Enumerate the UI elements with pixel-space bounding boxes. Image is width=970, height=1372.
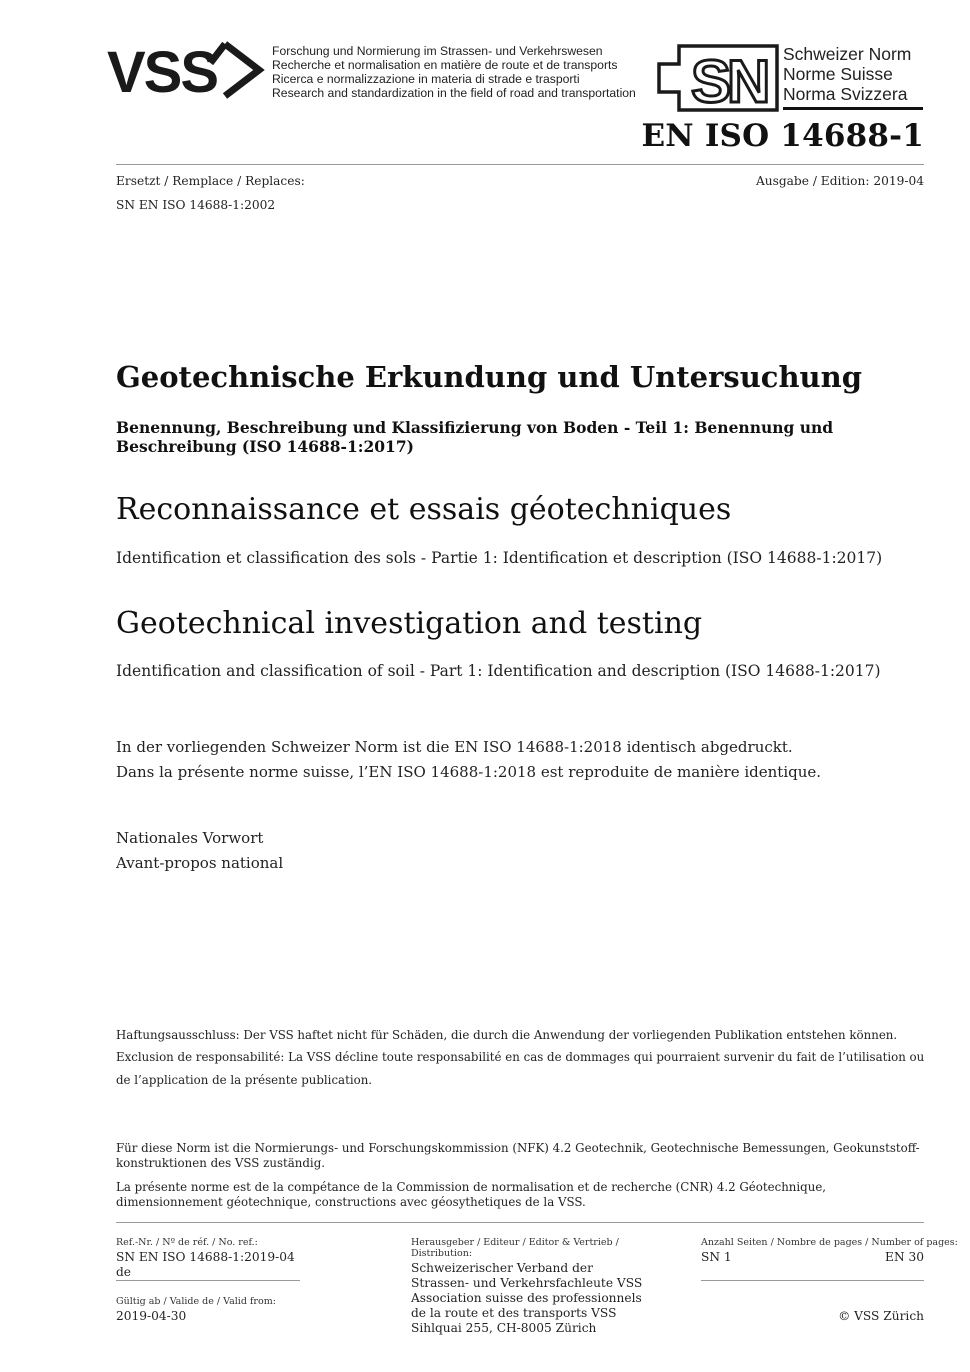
footer-ref-block [116,1237,300,1280]
subtitle-german: Benennung, Beschreibung und Klassifizierung von Boden - Teil 1: Benennung und Beschreibung (ISO 14688-1:2017) [116,418,834,456]
vss-chevron-icon [225,44,259,96]
national-foreword-french[interactable]: Avant-propos national [116,854,284,872]
sn-logo [657,44,781,112]
publisher-address: Sihlquai 255, CH-8005 Zürich [411,1321,597,1335]
valid-label: Gültig ab / Valide de / Valid from: [116,1296,276,1307]
committee-german: Für diese Norm ist die Normierungs- und Forschungskommission (NFK) 4.2 Geotechnik, Geotechnische Bemessungen, Geokunststoff-konstruktionen des VSS zuständig. [116,1141,920,1170]
sn-name-fr: Norme Suisse [783,64,893,84]
vss-logo-text: VSS [107,40,218,100]
vss-tagline-de: Forschung und Normierung im Strassen- und Verkehrswesen [272,44,603,58]
publisher-line: Strassen- und Verkehrsfachleute VSS [411,1276,643,1290]
sn-underline [783,107,923,110]
footer-publisher-block [411,1237,671,1336]
title-french: Reconnaissance et essais géotechniques [116,492,732,527]
pages-en: EN 30 [885,1250,924,1264]
pages-values [701,1250,924,1265]
footer-ref-divider [116,1280,300,1281]
footer-pages-divider [701,1280,924,1281]
vss-tagline-en: Research and standardization in the field of road and transportation [272,86,636,100]
committee-french: La présente norme est de la compétance de la Commission de normalisation et de recherche (CNR) 4.2 Géotechnique, dimensionnement géotechnique, constructions avec géosythetiques de la VSS. [116,1180,827,1209]
subtitle-english: Identification and classification of soil - Part 1: Identification and description (ISO 14688-1:2017) [116,662,881,680]
sn-name-de: Schweizer Norm [783,44,912,64]
footer-pages-block [701,1237,958,1265]
publisher-label: Herausgeber / Editeur / Editor & Vertrieb / Distribution: [411,1237,619,1259]
sn-names [783,44,911,104]
vss-logo [107,40,267,100]
vss-tagline-fr: Recherche et normalisation en matière de route et de transports [272,58,618,72]
subtitle-french: Identification et classification des sols - Partie 1: Identification et description (ISO 14688-1:2017) [116,549,883,567]
footer-valid-block [116,1296,300,1324]
disclaimer-french-line1: Exclusion de responsabilité: La VSS décline toute responsabilité en cas de dommages qui pourraient survenir du fait de l’utilisation ou [116,1050,925,1064]
ref-label: Ref.-Nr. / Nº de réf. / No. ref.: [116,1237,258,1248]
disclaimer-german: Haftungsausschluss: Der VSS haftet nicht für Schäden, die durch die Anwendung der vorliegenden Publikation entstehen können. [116,1028,898,1042]
vss-tagline-it: Ricerca e normalizzazione in materia di strade e trasporti [272,72,580,86]
sn-name-it: Norma Svizzera [783,84,908,104]
title-german: Geotechnische Erkundung und Untersuchung [116,360,862,394]
publisher-line: de la route et des transports VSS [411,1306,617,1320]
pages-sn: SN 1 [701,1250,732,1264]
vss-tagline [272,44,636,100]
document-number: EN ISO 14688-1 [641,118,924,154]
identical-statement-german: In der vorliegenden Schweizer Norm ist die EN ISO 14688-1:2018 identisch abgedruckt. [116,738,793,756]
title-english: Geotechnical investigation and testing [116,606,703,641]
sn-logo-text: SN [691,48,767,112]
edition-date: Ausgabe / Edition: 2019-04 [755,174,924,188]
valid-value: 2019-04-30 [116,1309,187,1323]
pages-label: Anzahl Seiten / Nombre de pages / Number of pages: [701,1237,958,1248]
national-foreword-german[interactable]: Nationales Vorwort [116,829,264,847]
publisher-line: Schweizerischer Verband der [411,1261,593,1275]
ref-value: SN EN ISO 14688-1:2019-04 de [116,1250,295,1279]
replaces-label: Ersetzt / Remplace / Replaces: [116,174,305,188]
disclaimer-french-line2: de l’application de la présente publication. [116,1073,373,1087]
identical-statement-french: Dans la présente norme suisse, l’EN ISO 14688-1:2018 est reproduite de manière identique. [116,763,822,781]
publisher-line: Association suisse des professionnels [411,1291,642,1305]
replaces-value: SN EN ISO 14688-1:2002 [116,198,276,212]
footer-divider [116,1222,924,1223]
header-divider [116,164,924,165]
copyright: © VSS Zürich [838,1309,924,1323]
